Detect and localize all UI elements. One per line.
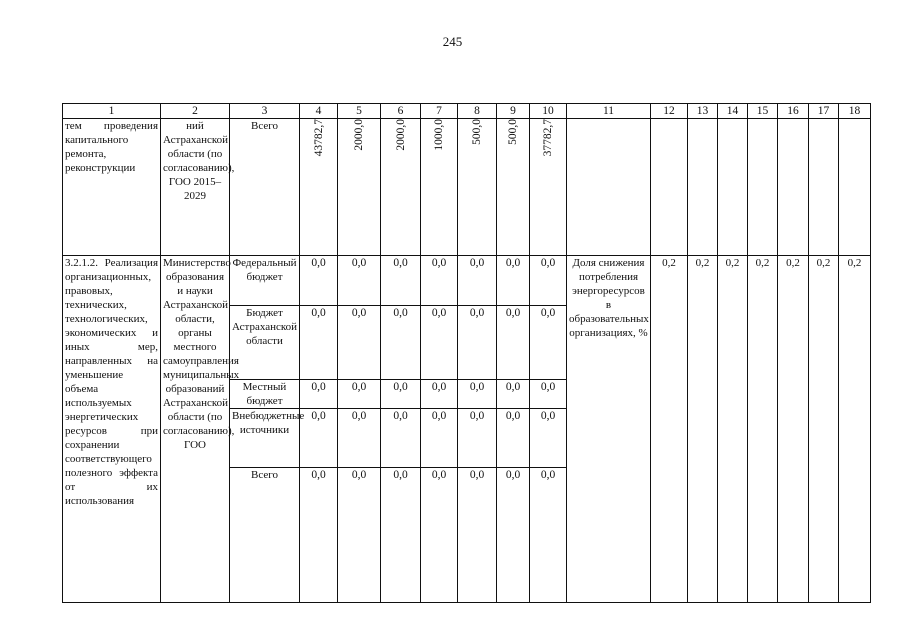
header-cell: 1 xyxy=(63,104,161,119)
value-cell: 0,0 xyxy=(530,409,567,468)
empty-cell xyxy=(748,119,778,256)
measure-description: тем проведения капитального ремонта, реконструкции xyxy=(63,119,161,256)
value-cell: 0,0 xyxy=(458,409,497,468)
value-cell: 0,0 xyxy=(421,468,458,603)
source-cell: Всего xyxy=(230,468,300,603)
empty-cell xyxy=(839,119,871,256)
value-cell xyxy=(381,119,421,256)
executor-cell: ний Астраханской области (по согласованию), ГОО 2015–2029 xyxy=(161,119,230,256)
source-cell: Местный бюджет xyxy=(230,380,300,409)
value-cell: 0,0 xyxy=(530,468,567,603)
value-cell: 0,0 xyxy=(497,380,530,409)
value-cell: 0,0 xyxy=(530,380,567,409)
value-cell: 0,0 xyxy=(530,256,567,306)
value-cell: 0,0 xyxy=(381,306,421,380)
empty-cell xyxy=(778,119,809,256)
value-cell: 0,0 xyxy=(300,468,338,603)
measure-description: 3.2.1.2. Реализация организационных, правовых, технических, технологических, экономических и иных мер, направленных на уменьшение объема используемых энергетических ресурсов при сохранении соответствующего полезного эффекта от их использования xyxy=(63,256,161,603)
header-cell: 10 xyxy=(530,104,567,119)
value-cell: 0,0 xyxy=(458,468,497,603)
header-row xyxy=(63,104,871,119)
value-cell xyxy=(497,119,530,256)
header-cell: 11 xyxy=(567,104,651,119)
header-cell: 14 xyxy=(718,104,748,119)
value-cell: 0,0 xyxy=(421,306,458,380)
value-cell: 0,0 xyxy=(497,256,530,306)
value-cell: 0,0 xyxy=(381,380,421,409)
rotated-value: 500,0 xyxy=(507,119,519,145)
header-cell: 5 xyxy=(338,104,381,119)
header-cell: 9 xyxy=(497,104,530,119)
header-cell: 8 xyxy=(458,104,497,119)
value-cell xyxy=(300,119,338,256)
value-cell: 0,0 xyxy=(458,380,497,409)
value-cell: 0,0 xyxy=(421,380,458,409)
table-row xyxy=(63,119,871,256)
value-cell: 0,0 xyxy=(338,256,381,306)
header-cell: 17 xyxy=(809,104,839,119)
value-cell xyxy=(458,119,497,256)
empty-cell xyxy=(688,119,718,256)
page-number: 245 xyxy=(442,34,463,49)
value-cell xyxy=(338,119,381,256)
value-cell: 0,0 xyxy=(530,306,567,380)
value-cell xyxy=(530,119,567,256)
empty-cell xyxy=(651,119,688,256)
header-cell: 7 xyxy=(421,104,458,119)
header-cell: 12 xyxy=(651,104,688,119)
source-cell: Всего xyxy=(230,119,300,256)
value-cell: 0,0 xyxy=(338,468,381,603)
header-cell: 16 xyxy=(778,104,809,119)
header-cell: 13 xyxy=(688,104,718,119)
value-cell: 0,0 xyxy=(458,256,497,306)
value-cell: 0,0 xyxy=(381,256,421,306)
value-cell: 0,0 xyxy=(381,468,421,603)
value-cell: 0,0 xyxy=(338,306,381,380)
value-cell: 0,0 xyxy=(300,380,338,409)
value-cell: 0,0 xyxy=(300,409,338,468)
value-cell: 0,0 xyxy=(458,306,497,380)
table-row xyxy=(63,256,871,306)
empty-cell xyxy=(718,119,748,256)
value-cell: 0,0 xyxy=(338,380,381,409)
value-cell: 0,0 xyxy=(381,409,421,468)
header-cell: 15 xyxy=(748,104,778,119)
source-cell: Федеральный бюджет xyxy=(230,256,300,306)
header-cell: 18 xyxy=(839,104,871,119)
source-cell: Бюджет Астраханской области xyxy=(230,306,300,380)
rotated-value: 43782,7 xyxy=(312,119,325,157)
value-cell: 0,0 xyxy=(300,306,338,380)
indicator-value: 0,2 xyxy=(651,256,688,603)
rotated-value: 2000,0 xyxy=(353,119,365,151)
indicator-value: 0,2 xyxy=(809,256,839,603)
value-cell: 0,0 xyxy=(421,409,458,468)
value-cell: 0,0 xyxy=(338,409,381,468)
empty-cell xyxy=(809,119,839,256)
rotated-value: 1000,0 xyxy=(433,119,445,151)
empty-cell xyxy=(567,119,651,256)
value-cell: 0,0 xyxy=(497,468,530,603)
indicator-value: 0,2 xyxy=(718,256,748,603)
header-cell: 4 xyxy=(300,104,338,119)
value-cell: 0,0 xyxy=(497,306,530,380)
indicator-value: 0,2 xyxy=(688,256,718,603)
value-cell: 0,0 xyxy=(300,256,338,306)
indicator-value: 0,2 xyxy=(748,256,778,603)
rotated-value: 500,0 xyxy=(471,119,483,145)
program-table xyxy=(62,103,871,603)
indicator-value: 0,2 xyxy=(778,256,809,603)
indicator-cell: Доля снижения потребления энергоресурсов в образовательных организациях, % xyxy=(567,256,651,603)
value-cell xyxy=(421,119,458,256)
header-cell: 3 xyxy=(230,104,300,119)
value-cell: 0,0 xyxy=(497,409,530,468)
rotated-value: 37782,7 xyxy=(542,119,554,157)
source-cell: Внебюджетные источники xyxy=(230,409,300,468)
header-cell: 6 xyxy=(381,104,421,119)
rotated-value: 2000,0 xyxy=(394,119,407,151)
value-cell: 0,0 xyxy=(421,256,458,306)
header-cell: 2 xyxy=(161,104,230,119)
indicator-value: 0,2 xyxy=(839,256,871,603)
executor-cell: Министерство образования и науки Астраханской области, органы местного самоуправления муниципальных образований Астраханской области (по согласованию), ГОО xyxy=(161,256,230,603)
